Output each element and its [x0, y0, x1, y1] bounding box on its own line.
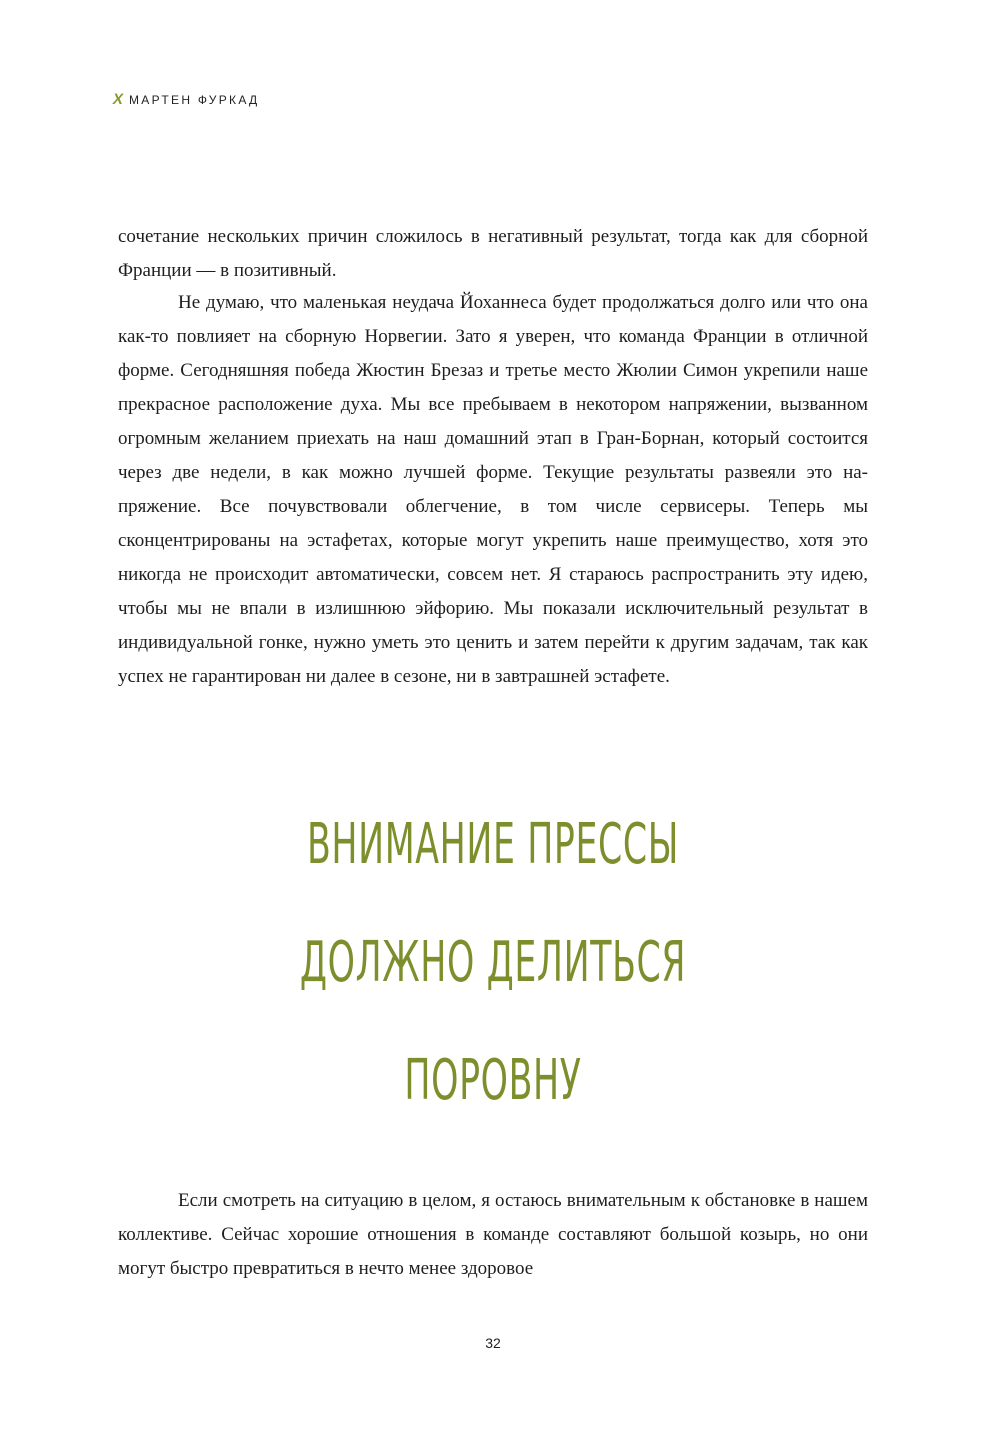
pull-quote — [118, 800, 868, 1154]
pull-quote-line-3: ПОРОВНУ — [404, 1048, 582, 1113]
pull-quote-line-2: ДОЛЖНО ДЕЛИТЬСЯ — [299, 930, 687, 995]
body-paragraph-2: Не думаю, что маленькая неудача Йоханнеса будет продолжаться долго или что она как-то повлияет на сборную Норвегии. Зато я уверен, что команда Франции в отличной форме. Сегодняшняя победа Жюстин Брезаз и третье место Жюлии Симон укрепили наше прекрасное расположение духа. Мы все пребываем в некотором напряжении, вызванном огромным желанием приехать на наш домашний этап в Гран-Борнан, который состоится через две недели, в как можно лучшей форме. Текущие результаты развеяли это напряжение. Все почувствовали облегчение, в том числе сервисеры. Теперь мы сконцентрированы на эстафетах, которые могут укрепить наше преимущество, хотя это никогда не происходит автоматически, совсем нет. Я стараюсь распространить эту идею, чтобы мы не впали в излишнюю эйфорию. Мы показали исключительный результат в индивидуальной гонке, нужно уметь это ценить и затем перейти к другим задачам, так как успех не гарантирован ни далее в сезоне, ни в завтрашней эстафете. — [118, 292, 868, 687]
running-header — [113, 92, 259, 107]
page-number: 32 — [485, 1335, 501, 1351]
header-author-name: МАРТЕН ФУРКАД — [129, 92, 260, 107]
header-mark-icon: Х — [111, 91, 125, 108]
body-paragraph-3: Если смотреть на ситуацию в целом, я остаюсь внимательным к обстановке в нашем коллективе. Сейчас хорошие отношения в команде составляют большой козырь, но они могут быстро превратиться в нечто менее здоровое — [118, 1190, 868, 1279]
pull-quote-line-1: ВНИМАНИЕ ПРЕССЫ — [306, 812, 680, 877]
body-paragraph-1: сочетание нескольких причин сложилось в негативный результат, тогда как для сборной Франции — в позитивный. — [118, 226, 868, 281]
